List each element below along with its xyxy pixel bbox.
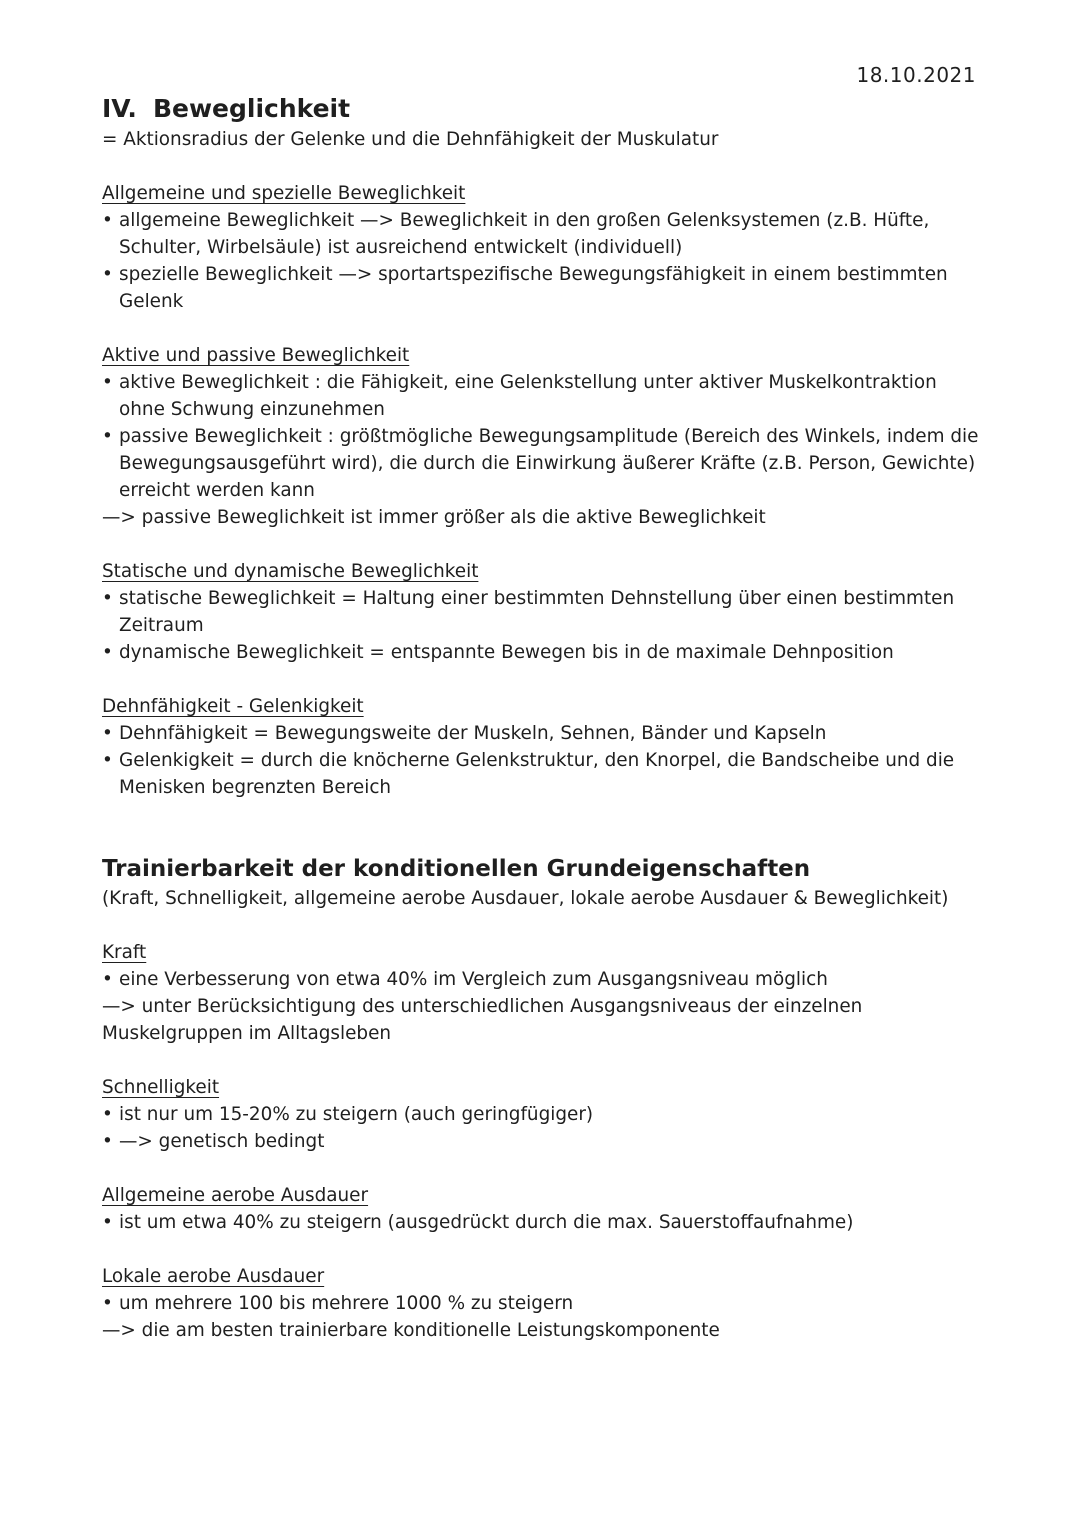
list-item: • statische Beweglichkeit = Haltung einer bestimmten Dehnstellung über einen bestimmten Zeitraum [102,588,955,636]
list-item: • allgemeine Beweglichkeit —> Beweglichkeit in den großen Gelenksystemen (z.B. Hüfte, Schulter, Wirbelsäule) ist ausreichend entwickelt (individuell) [102,210,930,258]
section-heading: Dehnfähigkeit - Gelenkigkeit [102,696,364,717]
section-numeral: IV. [102,94,137,123]
section-heading: Lokale aerobe Ausdauer [102,1266,325,1287]
section-kraft [102,939,982,1047]
definition: = Aktionsradius der Gelenke und die Dehnfähigkeit der Muskulatur [102,129,719,150]
section-heading: Kraft [102,942,147,963]
list-item: • ist um etwa 40% zu steigern (ausgedrückt durch die max. Sauerstoffaufnahme) [102,1212,854,1233]
list-item: • Gelenkigkeit = durch die knöcherne Gelenkstruktur, den Knorpel, die Bandscheibe und die Menisken begrenzten Bereich [102,750,955,798]
list-item: • eine Verbesserung von etwa 40% im Vergleich zum Ausgangsniveau möglich [102,969,828,990]
list-item: • dynamische Beweglichkeit = entspannte Bewegen bis in de maximale Dehnposition [102,642,894,663]
document-body [102,92,982,1344]
list-item: • —> genetisch bedingt [102,1131,325,1152]
training-subtitle: (Kraft, Schnelligkeit, allgemeine aerobe Ausdauer, lokale aerobe Ausdauer & Beweglichkeit) [102,888,949,909]
section-allgemeine-ausdauer [102,1182,982,1236]
list-item: • ist nur um 15-20% zu steigern (auch geringfügiger) [102,1104,594,1125]
section-statische-dynamische [102,558,982,666]
list-item: • Dehnfähigkeit = Bewegungsweite der Muskeln, Sehnen, Bänder und Kapseln [102,723,827,744]
list-item: • spezielle Beweglichkeit —> sportartspezifische Bewegungsfähigkeit in einem bestimmten Gelenk [102,264,948,312]
list-item: • aktive Beweglichkeit : die Fähigkeit, eine Gelenkstellung unter aktiver Muskelkontraktion ohne Schwung einzunehmen [102,372,937,420]
training-title: Trainierbarkeit der konditionellen Grundeigenschaften [102,856,811,882]
section-heading: Aktive und passive Beweglichkeit [102,345,410,366]
section-heading: Allgemeine und spezielle Beweglichkeit [102,183,466,204]
section-dehnfaehigkeit [102,693,982,801]
section-schnelligkeit [102,1074,982,1155]
list-item: • passive Beweglichkeit : größtmögliche Bewegungsamplitude (Bereich des Winkels, indem die Bewegungsausgeführt wird), die durch die Einwirkung äußerer Kräfte (z.B. Person, Gewichte) erreicht werden kann [102,426,979,501]
section-heading: Statische und dynamische Beweglichkeit [102,561,479,582]
section-title: Beweglichkeit [152,94,351,123]
section-heading: Schnelligkeit [102,1077,220,1098]
section-aktive-passive [102,342,982,531]
note: —> passive Beweglichkeit ist immer größer als die aktive Beweglichkeit [102,507,766,528]
note: —> die am besten trainierbare konditionelle Leistungskomponente [102,1320,720,1341]
section-heading: Allgemeine aerobe Ausdauer [102,1185,369,1206]
section-lokale-ausdauer [102,1263,982,1344]
list-item: • um mehrere 100 bis mehrere 1000 % zu steigern [102,1293,574,1314]
section-allgemeine-spezielle [102,180,982,315]
note: —> unter Berücksichtigung des unterschiedlichen Ausgangsniveaus der einzelnen Muskelgruppen im Alltagsleben [102,996,863,1044]
date: 18.10.2021 [856,63,976,87]
page-title [102,92,982,126]
